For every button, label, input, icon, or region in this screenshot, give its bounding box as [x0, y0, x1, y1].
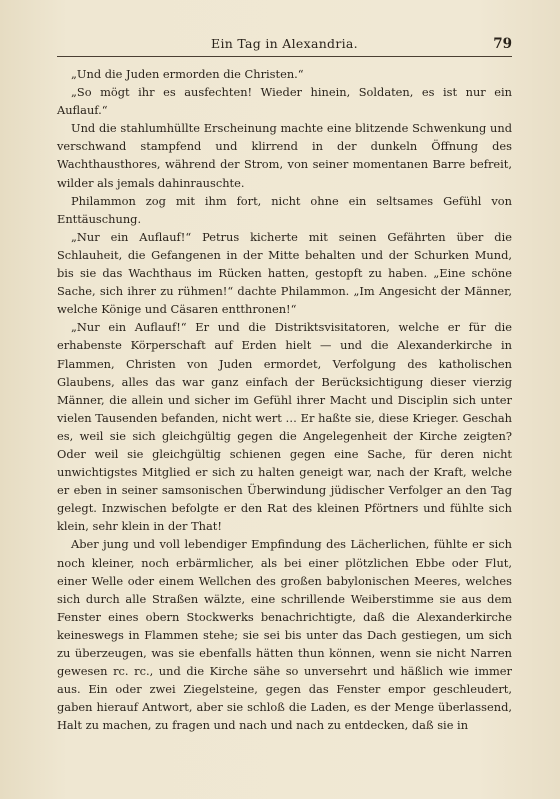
paragraph-3: Und die stahlumhüllte Erscheinung machte eine blitzende Schwenkung und verschwand stampfend und klirrend in der dunkeln Öffnung des Wachthausthores, während der Strom, von seiner momentanen Barre befreit, wilder als jemals dahinrauschte. [57, 121, 512, 190]
body-text [57, 65, 512, 734]
running-title: Ein Tag in Alexandria. [211, 36, 358, 51]
page-number: 79 [493, 36, 512, 52]
paragraph-1: „Und die Juden ermorden die Christen.“ [71, 67, 304, 81]
paragraph-7: Aber jung und voll lebendiger Empfindung des Lächerlichen, fühlte er sich noch kleiner, noch erbärmlicher, als bei einer plötzlichen Ebbe oder Flut, einer Welle oder einem Wellchen des großen babylonischen Meeres, welches sich durch alle Straßen wälzte, eine schrillende Weiberstimme sie aus dem Fenster eines obern Stockwerks benachrichtigte, daß die Alexanderkirche keineswegs in Flammen stehe; sie sei bis unter das Dach gestiegen, um sich zu überzeugen, was sie ebenfalls hätten thun können, wenn sie nicht Narren gewesen rc. rc., und die Kirche sähe so unversehrt und häßlich wie immer aus. Ein oder zwei Ziegelsteine, gegen das Fenster empor geschleudert, gaben hierauf Antwort, aber sie schloß die Laden, es der Menge überlassend, Halt zu machen, zu fragen und nach und nach zu entdecken, daß sie in [57, 537, 512, 733]
page-header [57, 36, 512, 57]
paragraph-6: „Nur ein Auflauf!“ Er und die Distriktsvisitatoren, welche er für die erhabenste Körperschaft auf Erden hielt — und die Alexanderkirche in Flammen, Christen von Juden ermordet, Verfolgung des katholischen Glaubens, alles das war ganz einfach der Berücksichtigung dieser vierzig Männer, die allein und sicher im Gefühl ihrer Macht und Disciplin sich unter vielen Tausenden befanden, nicht wert … Er haßte sie, diese Krieger. Geschah es, weil sie sich gleichgültig gegen die Angelegenheit der Kirche zeigten? Oder weil sie gleichgültig schienen gegen eine Sache, für deren nicht unwichtigstes Mitglied er sich zu halten geneigt war, nach der Kraft, welche er eben in seiner samsonischen Überwindung jüdischer Verfolger an den Tag gelegt. Inzwischen befolgte er den Rat des kleinen Pförtners und fühlte sich klein, sehr klein in der That! [57, 320, 512, 534]
paragraph-2: „So mögt ihr es ausfechten! Wieder hinein, Soldaten, es ist nur ein Auflauf.“ [57, 85, 512, 118]
paragraph-4: Philammon zog mit ihm fort, nicht ohne ein seltsames Gefühl von Enttäuschung. [57, 193, 512, 226]
paragraph-5: „Nur ein Auflauf!“ Petrus kicherte mit seinen Gefährten über die Schlauheit, die Gefangenen in der Mitte behalten und der Schurken Mund, bis sie das Wachthaus im Rücken hatten, gestopft zu haben. „Eine schöne Sache, sich ihrer zu rühmen!“ dachte Philammon. „Im Angesicht der Männer, welche Könige und Cäsaren entthronen!“ [57, 229, 512, 317]
